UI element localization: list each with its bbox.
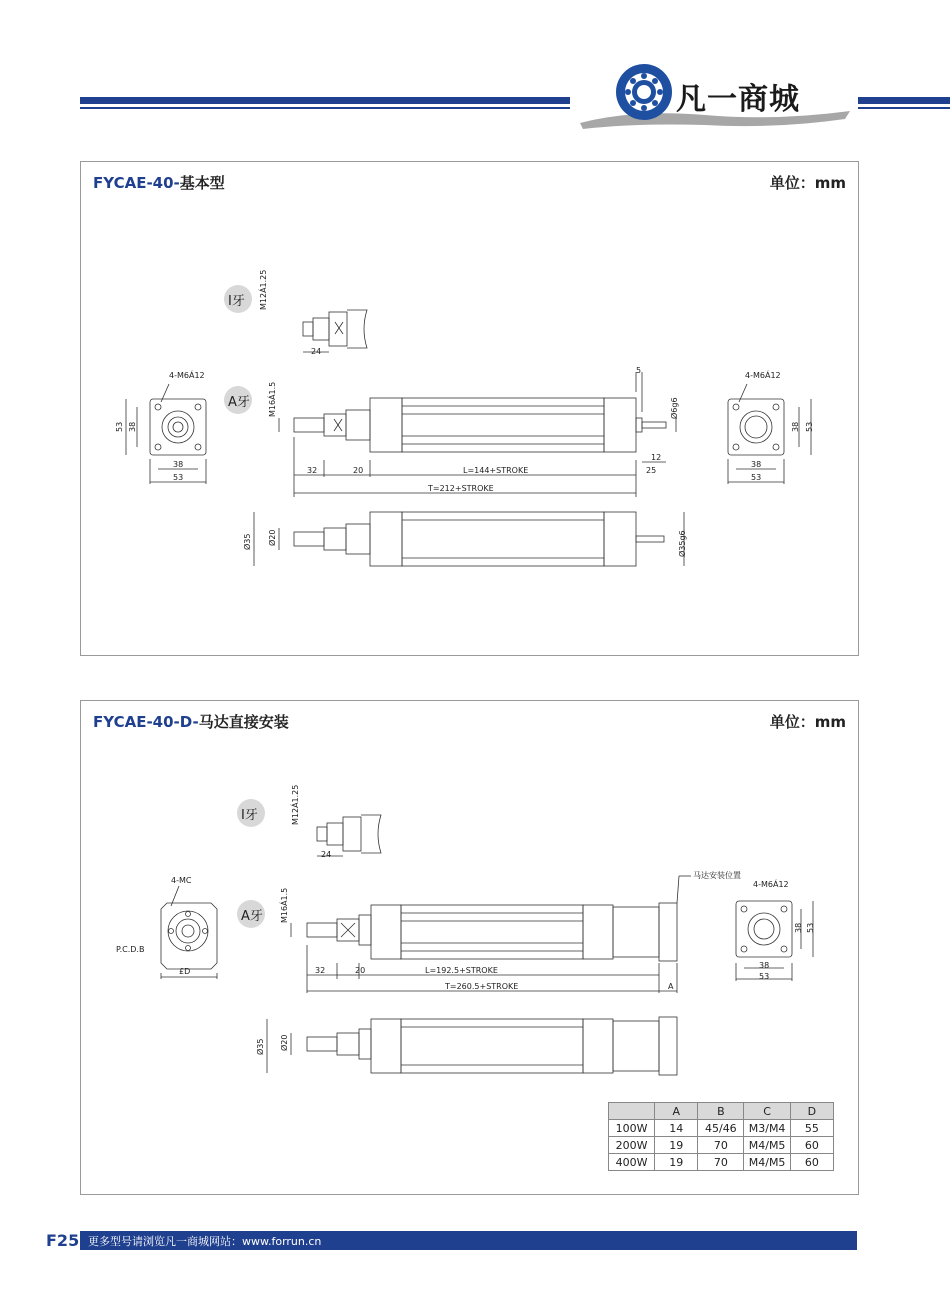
label-r53-v: 53: [806, 922, 815, 933]
table-header-cell: [609, 1103, 655, 1120]
footer-website-text: 更多型号请浏览凡一商城网站：www.forrun.cn: [88, 1235, 322, 1248]
table-cell: 60: [790, 1137, 833, 1154]
table-cell: 100W: [609, 1120, 655, 1137]
label-53-v: 53: [115, 421, 124, 432]
label-A: A: [668, 982, 674, 991]
bearing-ring-icon: [614, 62, 674, 122]
table-header-row: [609, 1103, 834, 1120]
title-code: FYCAE-40-: [93, 174, 180, 192]
table-cell: 70: [698, 1154, 744, 1171]
label-r53-h: 53: [759, 972, 770, 981]
label-4mc: 4-MC: [171, 876, 192, 885]
drawing-basic-type: [81, 162, 858, 655]
label-d20b: Ø20: [268, 529, 277, 546]
label-d35: Ø35: [243, 533, 252, 550]
badge-a-thread: A牙: [228, 395, 250, 410]
title-code: FYCAE-40-D-: [93, 713, 199, 731]
table-header-cell: A: [655, 1103, 698, 1120]
label-20: 20: [355, 966, 366, 975]
label-T: T=260.5+STROKE: [445, 982, 519, 991]
label-r38-h: 38: [751, 460, 762, 469]
label-L: L=192.5+STROKE: [425, 966, 498, 975]
table-row: [609, 1137, 834, 1154]
table-header-cell: C: [744, 1103, 790, 1120]
label-24: 24: [321, 850, 332, 859]
label-32: 32: [307, 466, 318, 475]
footer-bar: [80, 1231, 857, 1250]
unit-label: 单位：mm: [769, 174, 846, 192]
label-m6-left: 4-M6Á12: [169, 371, 205, 380]
label-r38-v: 38: [794, 922, 803, 933]
table-cell: 55: [790, 1120, 833, 1137]
label-20: 20: [353, 466, 364, 475]
label-32: 32: [315, 966, 326, 975]
header-bar-right-thin: [858, 107, 950, 109]
brand-name: 凡一商城: [676, 82, 800, 117]
label-24: 24: [311, 347, 322, 356]
table-cell: 60: [790, 1154, 833, 1171]
table-cell: M4/M5: [744, 1137, 790, 1154]
panel-motor-direct: [80, 700, 859, 1195]
badge-i-thread: I牙: [241, 808, 258, 823]
label-m16: M16Á1.5: [268, 381, 277, 417]
label-m6-right: 4-M6Á12: [745, 371, 781, 380]
label-square-d: £D: [179, 967, 191, 976]
label-m6: 4-M6Á12: [753, 880, 789, 889]
label-m16: M16Á1.5: [280, 887, 289, 923]
motor-spec-table: [608, 1102, 834, 1171]
label-r38-v: 38: [791, 421, 800, 432]
badge-i-thread: I牙: [228, 294, 245, 309]
unit-label: 单位：mm: [769, 713, 846, 731]
table-cell: 200W: [609, 1137, 655, 1154]
label-53-h: 53: [173, 473, 184, 482]
label-38-h: 38: [173, 460, 184, 469]
table-cell: 400W: [609, 1154, 655, 1171]
label-m12: M12Á1.25: [291, 784, 300, 825]
table-cell: 45/46: [698, 1120, 744, 1137]
label-m12: M12Á1.25: [259, 269, 268, 310]
label-d20b: Ø20: [280, 1034, 289, 1051]
label-r53-v: 53: [805, 421, 814, 432]
label-r53-h: 53: [751, 473, 762, 482]
table-header-cell: B: [698, 1103, 744, 1120]
label-5: 5: [636, 366, 642, 375]
label-L: L=144+STROKE: [463, 466, 529, 475]
panel-basic-type: [80, 161, 859, 656]
table-cell: 19: [655, 1154, 698, 1171]
label-pcd: P.C.D.B: [116, 945, 145, 954]
label-12: 12: [651, 453, 662, 462]
label-25: 25: [646, 466, 657, 475]
page-number: F25: [46, 1231, 80, 1250]
label-d35: Ø35: [256, 1038, 265, 1055]
header-bar-right: [858, 97, 950, 104]
header-bar-left-thin: [80, 107, 570, 109]
table-header-cell: D: [790, 1103, 833, 1120]
badge-a-thread: A牙: [241, 909, 263, 924]
label-T: T=212+STROKE: [428, 484, 494, 493]
label-motor-position: 马达安装位置: [693, 871, 741, 880]
title-cn: 马达直接安装: [198, 713, 289, 731]
header-bar-left: [80, 97, 570, 104]
table-row: [609, 1154, 834, 1171]
table-cell: 19: [655, 1137, 698, 1154]
table-cell: 14: [655, 1120, 698, 1137]
table-row: [609, 1120, 834, 1137]
label-d35g6: Ø35g6: [678, 530, 687, 557]
label-38-v: 38: [128, 421, 137, 432]
label-r38-h: 38: [759, 961, 770, 970]
table-cell: M4/M5: [744, 1154, 790, 1171]
title-cn: 基本型: [179, 174, 225, 192]
label-6g6: Ø6g6: [670, 397, 679, 419]
table-cell: 70: [698, 1137, 744, 1154]
table-cell: M3/M4: [744, 1120, 790, 1137]
